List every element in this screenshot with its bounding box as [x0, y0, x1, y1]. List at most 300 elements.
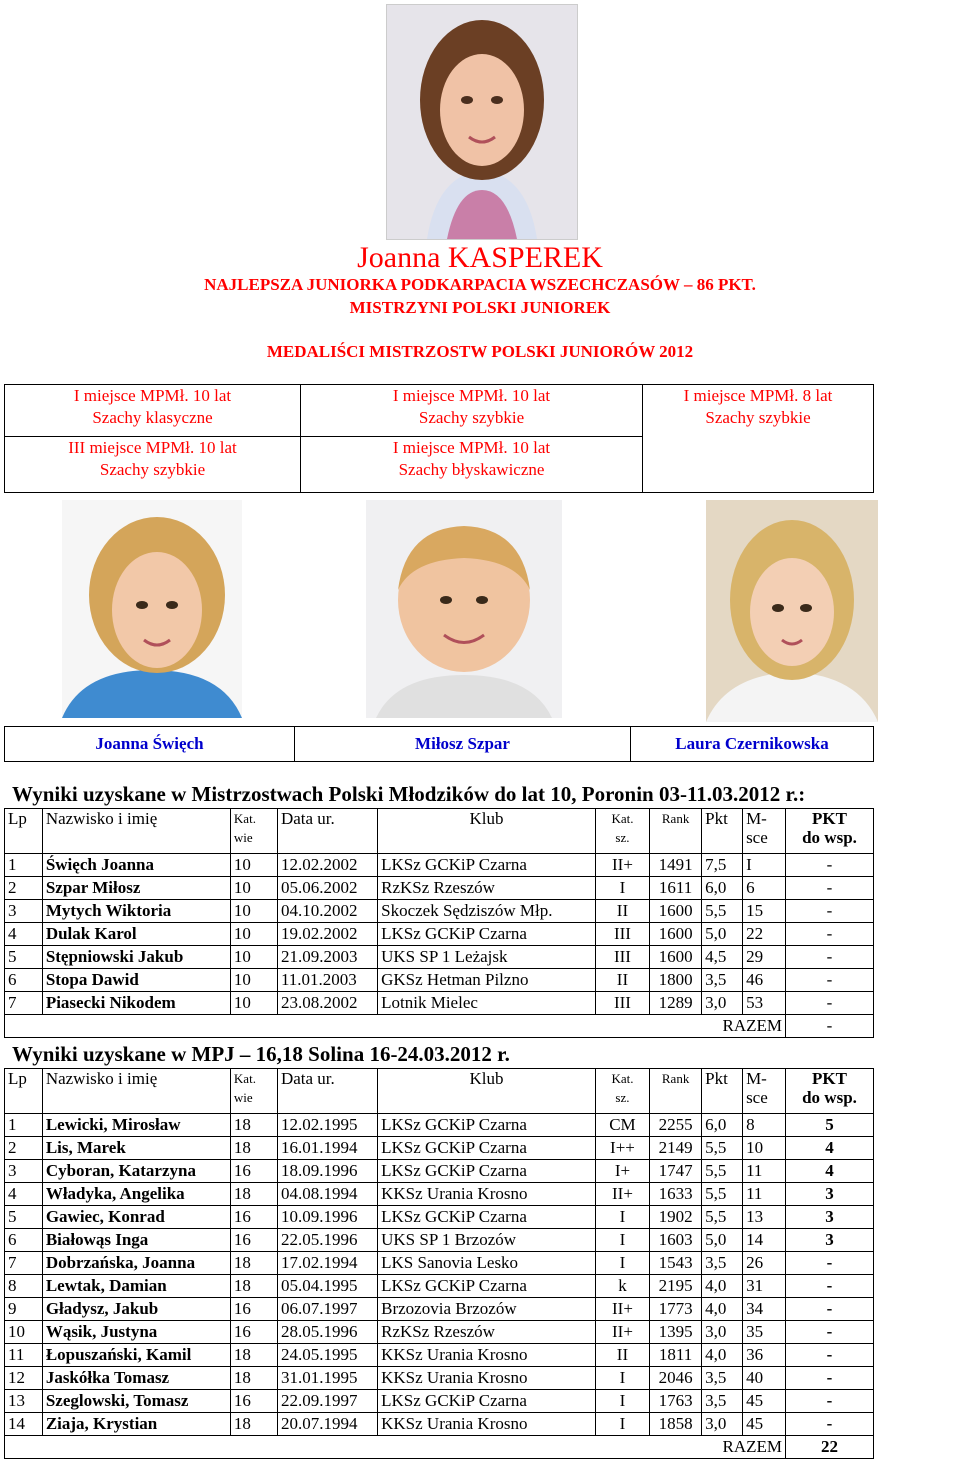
row-kat: 18 — [230, 1367, 277, 1390]
row-kat: 10 — [230, 969, 277, 992]
row-name: Gawiec, Konrad — [42, 1206, 230, 1229]
photo-laura-czernikowska — [706, 500, 878, 722]
row-rank: 1763 — [650, 1390, 702, 1413]
row-rank: 1600 — [650, 946, 702, 969]
row-pkt-wsp: - — [786, 1390, 874, 1413]
row-rank: 2046 — [650, 1367, 702, 1390]
row-club: KKSz Urania Krosno — [378, 1344, 596, 1367]
champion-name: Joanna KASPEREK — [357, 241, 603, 274]
row-club: Skoczek Sędziszów Młp. — [378, 900, 596, 923]
row-katsz: III — [595, 946, 649, 969]
row-club: Brzozovia Brzozów — [378, 1298, 596, 1321]
row-pkt-wsp: 4 — [786, 1160, 874, 1183]
row-club: KKSz Urania Krosno — [378, 1367, 596, 1390]
row-pkt: 5,5 — [702, 1206, 743, 1229]
row-msce: 15 — [743, 900, 786, 923]
row-msce: 36 — [743, 1344, 786, 1367]
row-kat: 10 — [230, 992, 277, 1015]
row-date: 06.07.1997 — [277, 1298, 377, 1321]
row-date: 12.02.1995 — [277, 1114, 377, 1137]
table-row — [5, 1298, 874, 1321]
table-row — [5, 923, 874, 946]
row-pkt: 5,0 — [702, 923, 743, 946]
row-date: 05.04.1995 — [277, 1275, 377, 1298]
table-row — [5, 946, 874, 969]
col-kat-line: wie — [233, 1090, 253, 1105]
row-rank: 1289 — [650, 992, 702, 1015]
col-name: Nazwisko i imię — [42, 1069, 230, 1114]
row-pkt: 6,0 — [702, 1114, 743, 1137]
medalists-heading: MEDALIŚCI MISTRZOSTW POLSKI JUNIORÓW 2012 — [266, 342, 694, 361]
col-kat-line: Kat. — [233, 811, 256, 826]
photo-joanna-swiech — [62, 500, 242, 718]
medal-cell — [643, 385, 874, 493]
medal-text: I miejsce MPMł. 10 lat — [73, 386, 232, 405]
row-katsz: CM — [595, 1114, 649, 1137]
row-lp: 6 — [5, 969, 43, 992]
row-name: Szeglowski, Tomasz — [42, 1390, 230, 1413]
row-kat: 16 — [230, 1321, 277, 1344]
col-kat — [230, 809, 277, 854]
row-pkt: 3,0 — [702, 1321, 743, 1344]
col-katsz-line: sz. — [615, 1090, 630, 1105]
row-kat: 10 — [230, 946, 277, 969]
row-rank: 1611 — [650, 877, 702, 900]
table-row — [5, 1252, 874, 1275]
medal-text: Szachy błyskawiczne — [398, 460, 545, 479]
portrait-photo-kasperek — [386, 4, 578, 240]
row-lp: 3 — [5, 900, 43, 923]
row-rank: 1858 — [650, 1413, 702, 1436]
table-row — [5, 1137, 874, 1160]
col-pkt-wsp — [786, 809, 874, 854]
col-rank: Rank — [650, 1069, 702, 1114]
row-lp: 10 — [5, 1321, 43, 1344]
col-club: Klub — [378, 1069, 596, 1114]
row-msce: 31 — [743, 1275, 786, 1298]
row-name: Łopuszański, Kamil — [42, 1344, 230, 1367]
row-rank: 1773 — [650, 1298, 702, 1321]
row-name: Mytych Wiktoria — [42, 900, 230, 923]
row-pkt-wsp: - — [786, 969, 874, 992]
col-katsz-line: Kat. — [611, 811, 634, 826]
row-katsz: I+ — [595, 1160, 649, 1183]
row-kat: 16 — [230, 1206, 277, 1229]
table-row — [5, 854, 874, 877]
row-name: Dulak Karol — [42, 923, 230, 946]
row-lp: 5 — [5, 1206, 43, 1229]
table-row — [5, 1183, 874, 1206]
row-kat: 10 — [230, 877, 277, 900]
row-club: UKS SP 1 Brzozów — [378, 1229, 596, 1252]
table-row — [5, 1321, 874, 1344]
row-katsz: I — [595, 877, 649, 900]
row-pkt: 3,5 — [702, 1252, 743, 1275]
row-msce: 6 — [743, 877, 786, 900]
row-date: 24.05.1995 — [277, 1344, 377, 1367]
col-lp: Lp — [5, 1069, 43, 1114]
row-kat: 18 — [230, 1137, 277, 1160]
table-header-row — [5, 809, 874, 854]
row-date: 17.02.1994 — [277, 1252, 377, 1275]
col-name: Nazwisko i imię — [42, 809, 230, 854]
row-kat: 16 — [230, 1160, 277, 1183]
row-msce: 45 — [743, 1413, 786, 1436]
row-date: 05.06.2002 — [277, 877, 377, 900]
row-date: 28.05.1996 — [277, 1321, 377, 1344]
row-pkt: 6,0 — [702, 877, 743, 900]
row-katsz: I — [595, 1390, 649, 1413]
row-katsz: II — [595, 1344, 649, 1367]
row-msce: 11 — [743, 1183, 786, 1206]
row-date: 04.08.1994 — [277, 1183, 377, 1206]
row-name: Lewicki, Mirosław — [42, 1114, 230, 1137]
row-msce: 26 — [743, 1252, 786, 1275]
col-msce — [743, 809, 786, 854]
row-rank: 2149 — [650, 1137, 702, 1160]
row-katsz: II+ — [595, 854, 649, 877]
row-rank: 1633 — [650, 1183, 702, 1206]
table-row — [5, 1160, 874, 1183]
row-katsz: I — [595, 1413, 649, 1436]
row-pkt: 4,5 — [702, 946, 743, 969]
row-name: Gładysz, Jakub — [42, 1298, 230, 1321]
total-label: RAZEM — [5, 1436, 786, 1459]
row-lp: 2 — [5, 1137, 43, 1160]
row-katsz: III — [595, 923, 649, 946]
row-katsz: k — [595, 1275, 649, 1298]
row-pkt: 7,5 — [702, 854, 743, 877]
row-kat: 10 — [230, 900, 277, 923]
medalist-names-table — [4, 726, 874, 762]
row-pkt-wsp: 5 — [786, 1114, 874, 1137]
total-row — [5, 1436, 874, 1459]
row-rank: 2255 — [650, 1114, 702, 1137]
row-date: 23.08.2002 — [277, 992, 377, 1015]
row-pkt-wsp: 3 — [786, 1206, 874, 1229]
row-lp: 4 — [5, 1183, 43, 1206]
row-lp: 5 — [5, 946, 43, 969]
row-pkt-wsp: 4 — [786, 1137, 874, 1160]
row-lp: 11 — [5, 1344, 43, 1367]
results-heading-solina: Wyniki uzyskane w MPJ – 16,18 Solina 16-24.03.2012 r. — [12, 1042, 510, 1066]
row-pkt: 5,5 — [702, 1183, 743, 1206]
col-katsz-line: Kat. — [611, 1071, 634, 1086]
row-name: Dobrzańska, Joanna — [42, 1252, 230, 1275]
table-row — [5, 992, 874, 1015]
row-katsz: II+ — [595, 1183, 649, 1206]
medal-text: Szachy szybkie — [418, 408, 525, 427]
medal-text: Szachy klasyczne — [92, 408, 213, 427]
row-kat: 18 — [230, 1344, 277, 1367]
row-kat: 18 — [230, 1114, 277, 1137]
row-kat: 18 — [230, 1413, 277, 1436]
row-club: LKSz GCKiP Czarna — [378, 1160, 596, 1183]
row-katsz: II — [595, 900, 649, 923]
row-kat: 18 — [230, 1183, 277, 1206]
table-row — [5, 1390, 874, 1413]
table-row — [5, 900, 874, 923]
medal-text: III miejsce MPMł. 10 lat — [68, 438, 237, 457]
row-club: LKSz GCKiP Czarna — [378, 1114, 596, 1137]
col-pkt-wsp-line: do wsp. — [802, 828, 857, 847]
row-lp: 4 — [5, 923, 43, 946]
row-katsz: II+ — [595, 1298, 649, 1321]
medal-cell — [5, 385, 301, 437]
row-msce: 10 — [743, 1137, 786, 1160]
row-pkt-wsp: - — [786, 1275, 874, 1298]
table-row — [5, 1229, 874, 1252]
row-msce: 45 — [743, 1390, 786, 1413]
row-lp: 3 — [5, 1160, 43, 1183]
total-label: RAZEM — [5, 1015, 786, 1038]
col-rank: Rank — [650, 809, 702, 854]
col-msce — [743, 1069, 786, 1114]
row-rank: 1811 — [650, 1344, 702, 1367]
row-katsz: III — [595, 992, 649, 1015]
row-msce: 29 — [743, 946, 786, 969]
col-kat-line: Kat. — [233, 1071, 256, 1086]
results-heading-poronin: Wyniki uzyskane w Mistrzostwach Polski Młodzików do lat 10, Poronin 03-11.03.2012 r.: — [12, 782, 806, 806]
total-value: 22 — [786, 1436, 874, 1459]
row-pkt-wsp: 3 — [786, 1183, 874, 1206]
col-club: Klub — [378, 809, 596, 854]
results-table-poronin — [4, 808, 874, 1038]
row-pkt: 5,5 — [702, 900, 743, 923]
row-name: Stopa Dawid — [42, 969, 230, 992]
table-row — [5, 1114, 874, 1137]
table-header-row — [5, 1069, 874, 1114]
row-date: 16.01.1994 — [277, 1137, 377, 1160]
row-lp: 14 — [5, 1413, 43, 1436]
row-pkt: 3,0 — [702, 992, 743, 1015]
col-pkt: Pkt — [702, 809, 743, 854]
row-rank: 1902 — [650, 1206, 702, 1229]
row-club: KKSz Urania Krosno — [378, 1183, 596, 1206]
col-pkt-wsp-line: PKT — [812, 1069, 847, 1088]
medal-text: Szachy szybkie — [99, 460, 206, 479]
col-pkt-wsp-line: PKT — [812, 809, 847, 828]
row-katsz: I — [595, 1367, 649, 1390]
row-kat: 10 — [230, 923, 277, 946]
row-lp: 13 — [5, 1390, 43, 1413]
row-pkt-wsp: - — [786, 1413, 874, 1436]
row-rank: 1747 — [650, 1160, 702, 1183]
col-msce-line: M- — [746, 1069, 767, 1088]
row-msce: 22 — [743, 923, 786, 946]
photo-milosz-szpar — [366, 500, 562, 718]
row-name: Władyka, Angelika — [42, 1183, 230, 1206]
row-msce: 11 — [743, 1160, 786, 1183]
row-club: GKSz Hetman Pilzno — [378, 969, 596, 992]
col-kat — [230, 1069, 277, 1114]
col-msce-line: sce — [746, 1088, 768, 1107]
row-lp: 9 — [5, 1298, 43, 1321]
row-lp: 12 — [5, 1367, 43, 1390]
row-pkt: 3,0 — [702, 1413, 743, 1436]
row-msce: 35 — [743, 1321, 786, 1344]
medalist-name: Laura Czernikowska — [631, 727, 874, 762]
row-msce: 13 — [743, 1206, 786, 1229]
row-date: 22.05.1996 — [277, 1229, 377, 1252]
row-kat: 16 — [230, 1390, 277, 1413]
row-club: LKSz GCKiP Czarna — [378, 923, 596, 946]
row-date: 12.02.2002 — [277, 854, 377, 877]
col-date: Data ur. — [277, 1069, 377, 1114]
row-msce: 40 — [743, 1367, 786, 1390]
row-date: 22.09.1997 — [277, 1390, 377, 1413]
row-lp: 2 — [5, 877, 43, 900]
row-pkt-wsp: - — [786, 1321, 874, 1344]
table-row — [5, 877, 874, 900]
champion-title-2: MISTRZYNI POLSKI JUNIOREK — [349, 298, 611, 317]
medal-cell — [301, 437, 643, 493]
row-date: 11.01.2003 — [277, 969, 377, 992]
row-pkt: 4,0 — [702, 1344, 743, 1367]
medal-text: Szachy szybkie — [705, 408, 811, 427]
medalist-name: Miłosz Szpar — [295, 727, 631, 762]
col-kat-line: wie — [233, 830, 253, 845]
row-rank: 2195 — [650, 1275, 702, 1298]
row-name: Święch Joanna — [42, 854, 230, 877]
medal-text: I miejsce MPMł. 10 lat — [392, 438, 551, 457]
row-name: Lis, Marek — [42, 1137, 230, 1160]
row-pkt-wsp: - — [786, 877, 874, 900]
row-pkt-wsp: - — [786, 1298, 874, 1321]
row-pkt-wsp: - — [786, 1252, 874, 1275]
row-katsz: I — [595, 1252, 649, 1275]
row-club: LKSz GCKiP Czarna — [378, 854, 596, 877]
row-date: 10.09.1996 — [277, 1206, 377, 1229]
row-date: 18.09.1996 — [277, 1160, 377, 1183]
row-lp: 8 — [5, 1275, 43, 1298]
col-msce-line: sce — [746, 828, 768, 847]
col-katsz — [595, 809, 649, 854]
medalist-name: Joanna Święch — [5, 727, 295, 762]
row-rank: 1600 — [650, 900, 702, 923]
row-msce: 34 — [743, 1298, 786, 1321]
row-katsz: II — [595, 969, 649, 992]
row-lp: 7 — [5, 992, 43, 1015]
medal-cell — [5, 437, 301, 493]
row-pkt: 3,5 — [702, 969, 743, 992]
row-date: 31.01.1995 — [277, 1367, 377, 1390]
table-row — [5, 1206, 874, 1229]
row-club: LKS Sanovia Lesko — [378, 1252, 596, 1275]
col-lp: Lp — [5, 809, 43, 854]
medal-cell — [301, 385, 643, 437]
row-kat: 10 — [230, 854, 277, 877]
row-pkt-wsp: - — [786, 854, 874, 877]
row-kat: 16 — [230, 1229, 277, 1252]
champion-title-1: NAJLEPSZA JUNIORKA PODKARPACIA WSZECHCZASÓW – 86 PKT. — [204, 275, 756, 294]
row-pkt: 4,0 — [702, 1298, 743, 1321]
row-lp: 1 — [5, 1114, 43, 1137]
row-pkt: 3,5 — [702, 1367, 743, 1390]
results-table-solina — [4, 1068, 874, 1459]
col-date: Data ur. — [277, 809, 377, 854]
row-katsz: I — [595, 1229, 649, 1252]
medal-text: I miejsce MPMł. 10 lat — [392, 386, 551, 405]
row-kat: 18 — [230, 1252, 277, 1275]
row-pkt-wsp: 3 — [786, 1229, 874, 1252]
row-name: Piasecki Nikodem — [42, 992, 230, 1015]
row-pkt-wsp: - — [786, 900, 874, 923]
row-club: RzKSz Rzeszów — [378, 877, 596, 900]
row-kat: 18 — [230, 1275, 277, 1298]
table-row — [5, 1344, 874, 1367]
row-pkt-wsp: - — [786, 1344, 874, 1367]
table-row — [5, 1275, 874, 1298]
row-msce: 14 — [743, 1229, 786, 1252]
row-katsz: I++ — [595, 1137, 649, 1160]
table-row — [5, 969, 874, 992]
row-name: Szpar Miłosz — [42, 877, 230, 900]
row-date: 19.02.2002 — [277, 923, 377, 946]
medal-text: I miejsce MPMł. 8 lat — [683, 386, 833, 405]
row-date: 04.10.2002 — [277, 900, 377, 923]
col-katsz-line: sz. — [615, 830, 630, 845]
row-pkt-wsp: - — [786, 992, 874, 1015]
row-club: RzKSz Rzeszów — [378, 1321, 596, 1344]
row-name: Białowąs Inga — [42, 1229, 230, 1252]
row-name: Lewtak, Damian — [42, 1275, 230, 1298]
row-name: Wąsik, Justyna — [42, 1321, 230, 1344]
row-pkt-wsp: - — [786, 923, 874, 946]
total-value: - — [786, 1015, 874, 1038]
col-pkt-wsp-line: do wsp. — [802, 1088, 857, 1107]
row-kat: 16 — [230, 1298, 277, 1321]
row-msce: 46 — [743, 969, 786, 992]
row-rank: 1491 — [650, 854, 702, 877]
row-date: 21.09.2003 — [277, 946, 377, 969]
col-pkt-wsp — [786, 1069, 874, 1114]
row-name: Ziaja, Krystian — [42, 1413, 230, 1436]
row-pkt-wsp: - — [786, 1367, 874, 1390]
row-pkt-wsp: - — [786, 946, 874, 969]
row-lp: 7 — [5, 1252, 43, 1275]
row-rank: 1600 — [650, 923, 702, 946]
row-club: LKSz GCKiP Czarna — [378, 1390, 596, 1413]
medals-table — [4, 384, 874, 493]
row-katsz: I — [595, 1206, 649, 1229]
row-date: 20.07.1994 — [277, 1413, 377, 1436]
row-rank: 1395 — [650, 1321, 702, 1344]
row-rank: 1603 — [650, 1229, 702, 1252]
total-row — [5, 1015, 874, 1038]
row-msce: I — [743, 854, 786, 877]
row-pkt: 5,5 — [702, 1137, 743, 1160]
col-pkt: Pkt — [702, 1069, 743, 1114]
row-lp: 1 — [5, 854, 43, 877]
row-rank: 1543 — [650, 1252, 702, 1275]
row-club: LKSz GCKiP Czarna — [378, 1206, 596, 1229]
row-pkt: 3,5 — [702, 1390, 743, 1413]
row-name: Jaskółka Tomasz — [42, 1367, 230, 1390]
row-msce: 8 — [743, 1114, 786, 1137]
col-msce-line: M- — [746, 809, 767, 828]
col-katsz — [595, 1069, 649, 1114]
row-pkt: 5,5 — [702, 1160, 743, 1183]
table-row — [5, 1413, 874, 1436]
table-row — [5, 1367, 874, 1390]
row-club: UKS SP 1 Leżajsk — [378, 946, 596, 969]
row-name: Stępniowski Jakub — [42, 946, 230, 969]
row-club: KKSz Urania Krosno — [378, 1413, 596, 1436]
row-msce: 53 — [743, 992, 786, 1015]
row-club: LKSz GCKiP Czarna — [378, 1275, 596, 1298]
row-club: Lotnik Mielec — [378, 992, 596, 1015]
